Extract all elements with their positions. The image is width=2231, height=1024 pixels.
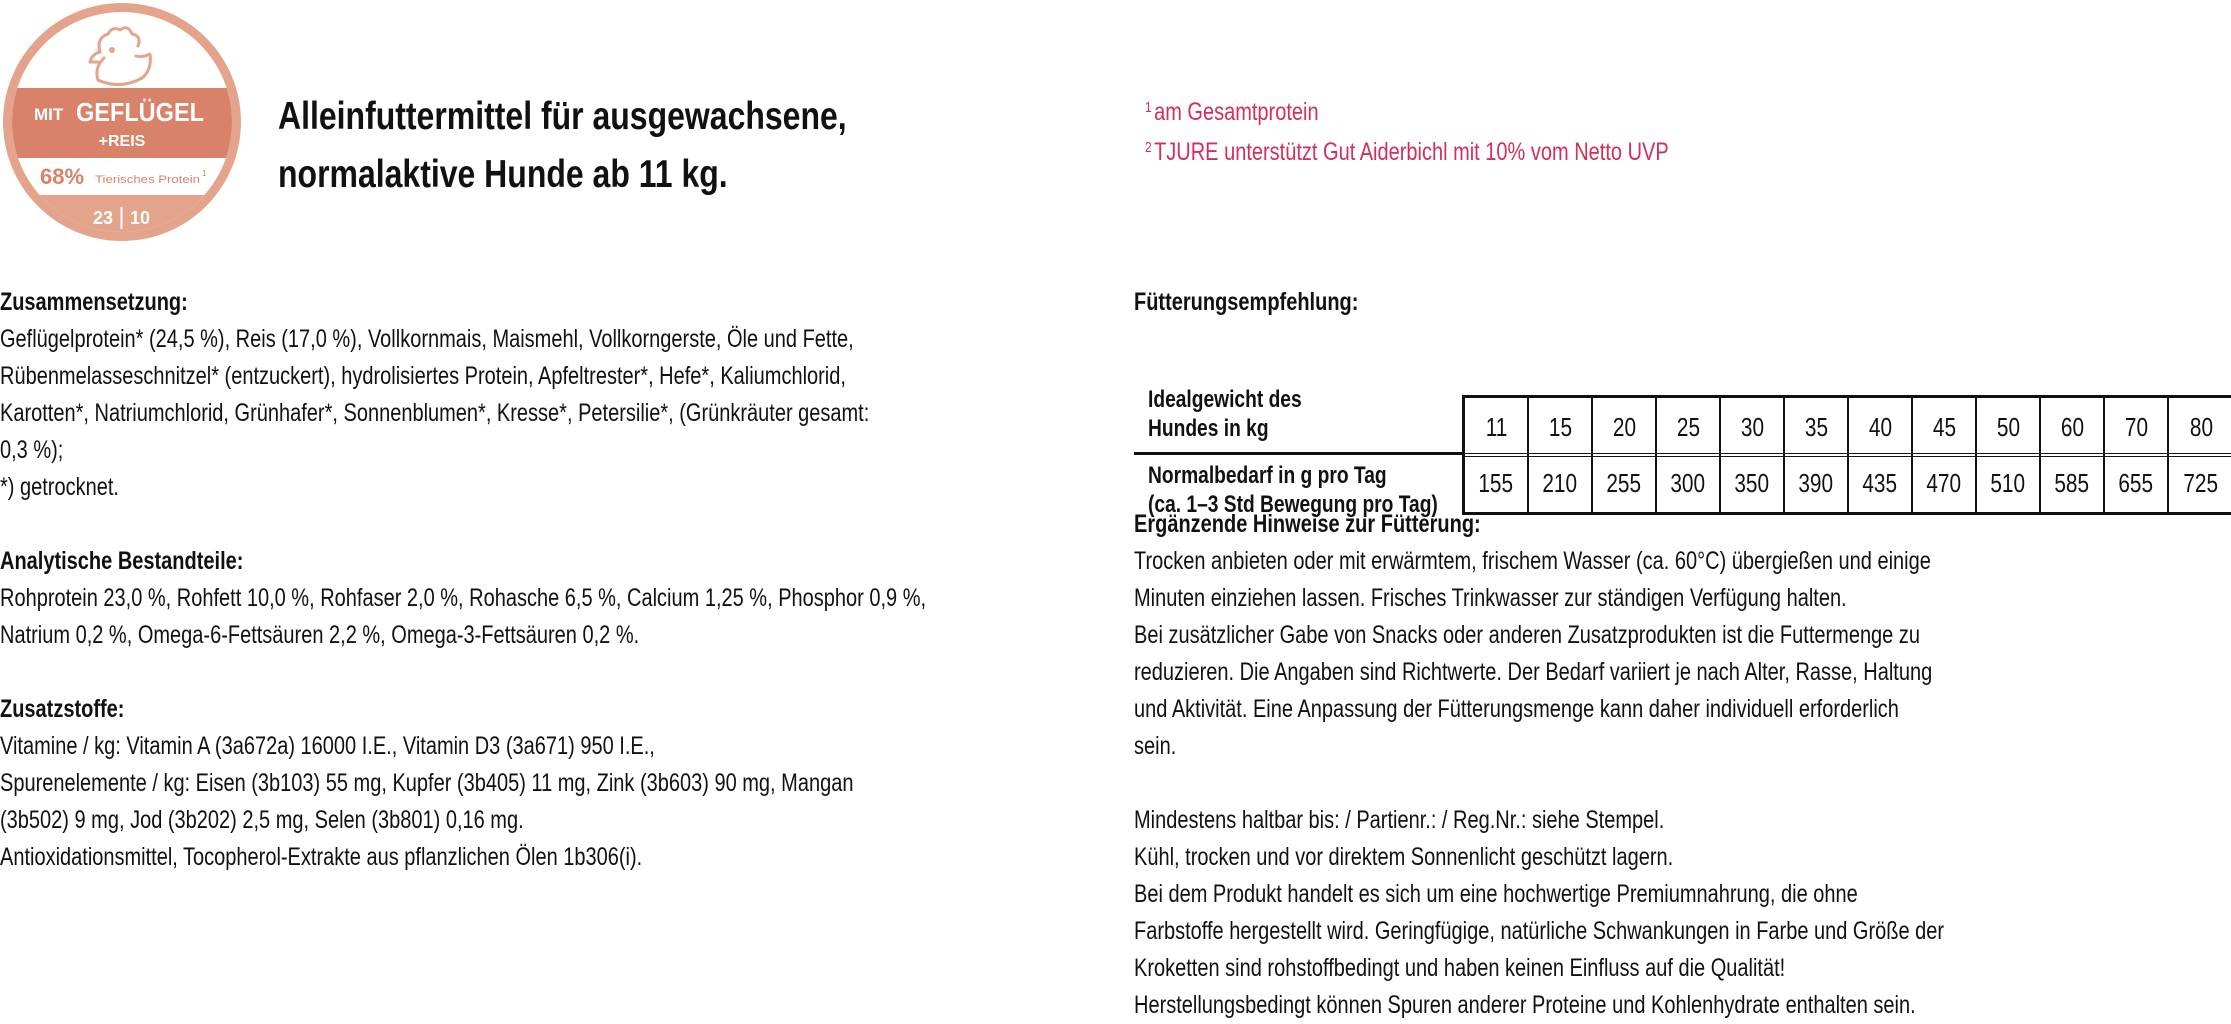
- headline-line-2: normalaktive Hunde ab 11 kg.: [278, 153, 728, 196]
- storage-line: Herstellungsbedingt können Spuren anderer Proteine und Kohlenhydrate enthalten sein.: [1134, 991, 1916, 1019]
- badge-percent: 68%: [40, 164, 85, 189]
- storage-line: Kroketten sind rohstoffbedingt und haben keinen Einfluss auf die Qualität!: [1134, 954, 1786, 982]
- row-label-weight: Idealgewicht des Hundes in kg: [1148, 386, 1302, 442]
- headline: [278, 88, 972, 204]
- amount-cell: 155: [1465, 454, 1529, 512]
- weight-cell: 20: [1593, 398, 1657, 456]
- row-label-amount: Normalbedarf in g pro Tag (ca. 1–3 Std Bewegung pro Tag): [1148, 462, 1438, 518]
- additives-title: Zusatzstoffe:: [0, 695, 125, 723]
- composition-title: Zusammensetzung:: [0, 288, 188, 316]
- composition-line: Geflügelprotein* (24,5 %), Reis (17,0 %), Vollkornmais, Maismehl, Vollkorngerste, Öle und Fette,: [0, 325, 854, 353]
- left-column: [0, 284, 1100, 876]
- badge-divider: [121, 207, 123, 229]
- weight-row: [1462, 395, 2231, 457]
- weight-cell: 25: [1657, 398, 1721, 456]
- analytic-title: Analytische Bestandteile:: [0, 547, 244, 575]
- badge-num-left: 23: [92, 208, 113, 228]
- badge-main: GEFLÜGEL: [76, 97, 205, 127]
- hints-title: Ergänzende Hinweise zur Fütterung:: [1134, 510, 1481, 538]
- amount-cell: 435: [1849, 454, 1913, 512]
- composition-line: *) getrocknet.: [0, 473, 119, 501]
- storage-line: Kühl, trocken und vor direktem Sonnenlicht geschützt lagern.: [1134, 843, 1674, 871]
- weight-cell: 35: [1785, 398, 1849, 456]
- amount-cell: 655: [2105, 454, 2169, 512]
- badge-sub: +REIS: [98, 133, 146, 150]
- product-badge: [0, 0, 245, 245]
- amount-cell: 255: [1593, 454, 1657, 512]
- amount-cell: 390: [1785, 454, 1849, 512]
- amount-cell: 350: [1721, 454, 1785, 512]
- storage-line: Farbstoffe hergestellt wird. Geringfügige, natürliche Schwankungen in Farbe und Größe der: [1134, 917, 1945, 945]
- hints-line: Minuten einziehen lassen. Frisches Trinkwasser zur ständigen Verfügung halten.: [1134, 584, 1847, 612]
- amount-cell: 210: [1529, 454, 1593, 512]
- weight-cell: 15: [1529, 398, 1593, 456]
- weight-cell: 45: [1913, 398, 1977, 456]
- storage-line: Bei dem Produkt handelt es sich um eine hochwertige Premiumnahrung, die ohne: [1134, 880, 1858, 908]
- additives-line: Vitamine / kg: Vitamin A (3a672a) 16000 I.E., Vitamin D3 (3a671) 950 I.E.,: [0, 732, 655, 760]
- weight-cell: 70: [2105, 398, 2169, 456]
- badge-prefix: MIT: [34, 105, 64, 124]
- footnote-1: $^1$am Gesamtprotein: [1145, 98, 1319, 126]
- weight-cell: 50: [1977, 398, 2041, 456]
- analytic-line: Natrium 0,2 %, Omega-6-Fettsäuren 2,2 %, Omega-3-Fettsäuren 0,2 %.: [0, 621, 640, 649]
- badge-percent-sup: 1: [202, 169, 207, 178]
- storage-line: Mindestens haltbar bis: / Partienr.: / Reg.Nr.: siehe Stempel.: [1134, 806, 1665, 834]
- hints-line: sein.: [1134, 732, 1177, 760]
- right-column: [1134, 284, 2229, 1019]
- weight-cell: 11: [1465, 398, 1529, 456]
- additives-line: Spurenelemente / kg: Eisen (3b103) 55 mg, Kupfer (3b405) 11 mg, Zink (3b603) 90 mg, Mangan: [0, 769, 854, 797]
- additives-line: Antioxidationsmittel, Tocopherol-Extrakte aus pflanzlichen Ölen 1b306(i).: [0, 843, 643, 871]
- hints-line: und Aktivität. Eine Anpassung der Fütterungsmenge kann daher individuell erforderlich: [1134, 695, 1899, 723]
- amount-cell: 725: [2183, 468, 2219, 498]
- weight-cell: 60: [2041, 398, 2105, 456]
- footnote-2: $^2$TJURE unterstützt Gut Aiderbichl mit 10% vom Netto UVP: [1145, 138, 1669, 166]
- composition-line: 0,3 %);: [0, 436, 64, 464]
- amount-cell: 510: [1977, 454, 2041, 512]
- footnotes: [1145, 90, 1800, 170]
- hints-line: reduzieren. Die Angaben sind Richtwerte. Der Bedarf variiert je nach Alter, Rasse, Haltung: [1134, 658, 1933, 686]
- weight-cell: 80: [2189, 412, 2213, 442]
- hints-line: Bei zusätzlicher Gabe von Snacks oder anderen Zusatzprodukten ist die Futtermenge zu: [1134, 621, 1920, 649]
- headline-line-1: Alleinfuttermittel für ausgewachsene,: [278, 95, 847, 138]
- amount-cell: 300: [1657, 454, 1721, 512]
- weight-cell: 40: [1849, 398, 1913, 456]
- feeding-title: Fütterungsempfehlung:: [1134, 288, 1359, 316]
- table-divider-line: [1134, 452, 1464, 455]
- additives-line: (3b502) 9 mg, Jod (3b202) 2,5 mg, Selen (3b801) 0,16 mg.: [0, 806, 524, 834]
- analytic-line: Rohprotein 23,0 %, Rohfett 10,0 %, Rohfaser 2,0 %, Rohasche 6,5 %, Calcium 1,25 %, Phosphor 0,9 %,: [0, 584, 927, 612]
- weight-cell: 30: [1721, 398, 1785, 456]
- hints-line: Trocken anbieten oder mit erwärmtem, frischem Wasser (ca. 60°C) übergießen und einige: [1134, 547, 1931, 575]
- amount-cell: 470: [1913, 454, 1977, 512]
- composition-line: Karotten*, Natriumchlorid, Grünhafer*, Sonnenblumen*, Kresse*, Petersilie*, (Grünkräuter gesamt:: [0, 399, 870, 427]
- amount-cell: 585: [2041, 454, 2105, 512]
- composition-line: Rübenmelasseschnitzel* (entzuckert), hydrolisiertes Protein, Apfeltrester*, Hefe*, Kaliumchlorid,: [0, 362, 846, 390]
- badge-num-right: 10: [130, 208, 151, 228]
- badge-percent-label: Tierisches Protein: [95, 174, 200, 186]
